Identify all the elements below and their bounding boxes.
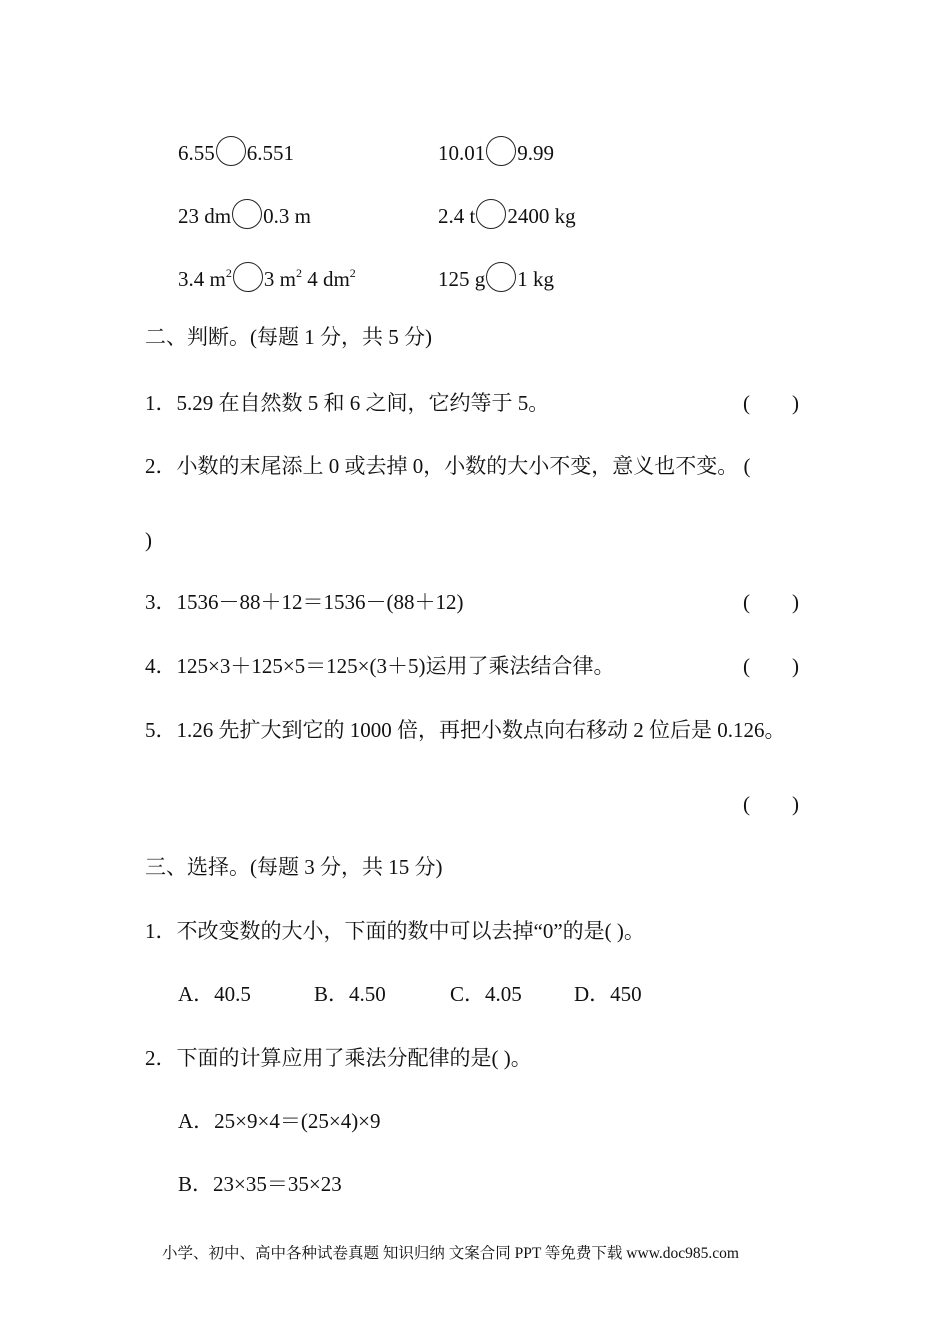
question-text: 5．1.26 先扩大到它的 1000 倍，再把小数点向右移动 2 位后是 0.126。 xyxy=(145,718,786,742)
question-text: 1．5.29 在自然数 5 和 6 之间，它约等于 5。 xyxy=(145,391,550,415)
compare-item: 23 dm 0.3 m xyxy=(178,199,311,229)
section-title: 三、选择。(每题 3 分，共 15 分) xyxy=(145,855,443,879)
question-text: 3．1536－88＋12＝1536－(88＋12) xyxy=(145,590,464,614)
answer-circle[interactable] xyxy=(233,262,263,292)
option-row xyxy=(178,981,642,1007)
answer-circle[interactable] xyxy=(486,136,516,166)
question-text: 1．不改变数的大小，下面的数中可以去掉“0”的是( )。 xyxy=(145,919,645,943)
question-text: 2．下面的计算应用了乘法分配律的是( )。 xyxy=(145,1046,532,1070)
answer-blank[interactable]: ( ) xyxy=(743,792,799,816)
compare-item: 3.4 $m^2$ 3 $m^2$ 4 $dm^2$ xyxy=(178,262,356,292)
compare-item: 6.55 6.551 xyxy=(178,136,294,166)
answer-circle[interactable] xyxy=(216,136,246,166)
section-title: 二、判断。(每题 1 分，共 5 分) xyxy=(145,325,432,349)
compare-item: 125 g 1 kg xyxy=(438,262,554,292)
answer-blank[interactable]: ( ) xyxy=(743,391,799,415)
compare-item: 10.01 9.99 xyxy=(438,136,554,166)
option-d[interactable]: D．450 xyxy=(574,982,642,1006)
option-c[interactable]: C．4.05 xyxy=(450,982,522,1006)
answer-circle[interactable] xyxy=(476,199,506,229)
page-footer: 小学、初中、高中各种试卷真题 知识归纳 文案合同 PPT 等免费下载 www.doc985.com xyxy=(162,1245,739,1262)
answer-circle[interactable] xyxy=(486,262,516,292)
compare-item: 2.4 t 2400 kg xyxy=(438,199,576,229)
option-a[interactable]: A．25×9×4＝(25×4)×9 xyxy=(178,1109,381,1133)
option-b[interactable]: B．23×35＝35×23 xyxy=(178,1172,342,1196)
option-a[interactable]: A．40.5 xyxy=(178,982,251,1006)
answer-blank[interactable]: ( ) xyxy=(743,654,799,678)
answer-blank[interactable]: ( ) xyxy=(743,590,799,614)
option-b[interactable]: B．4.50 xyxy=(314,982,386,1006)
answer-blank[interactable]: ) xyxy=(145,528,152,552)
answer-circle[interactable] xyxy=(232,199,262,229)
question-text: 4．125×3＋125×5＝125×(3＋5)运用了乘法结合律。 xyxy=(145,654,615,678)
question-text: 2．小数的末尾添上 0 或去掉 0，小数的大小不变，意义也不变。 ( xyxy=(145,454,751,478)
